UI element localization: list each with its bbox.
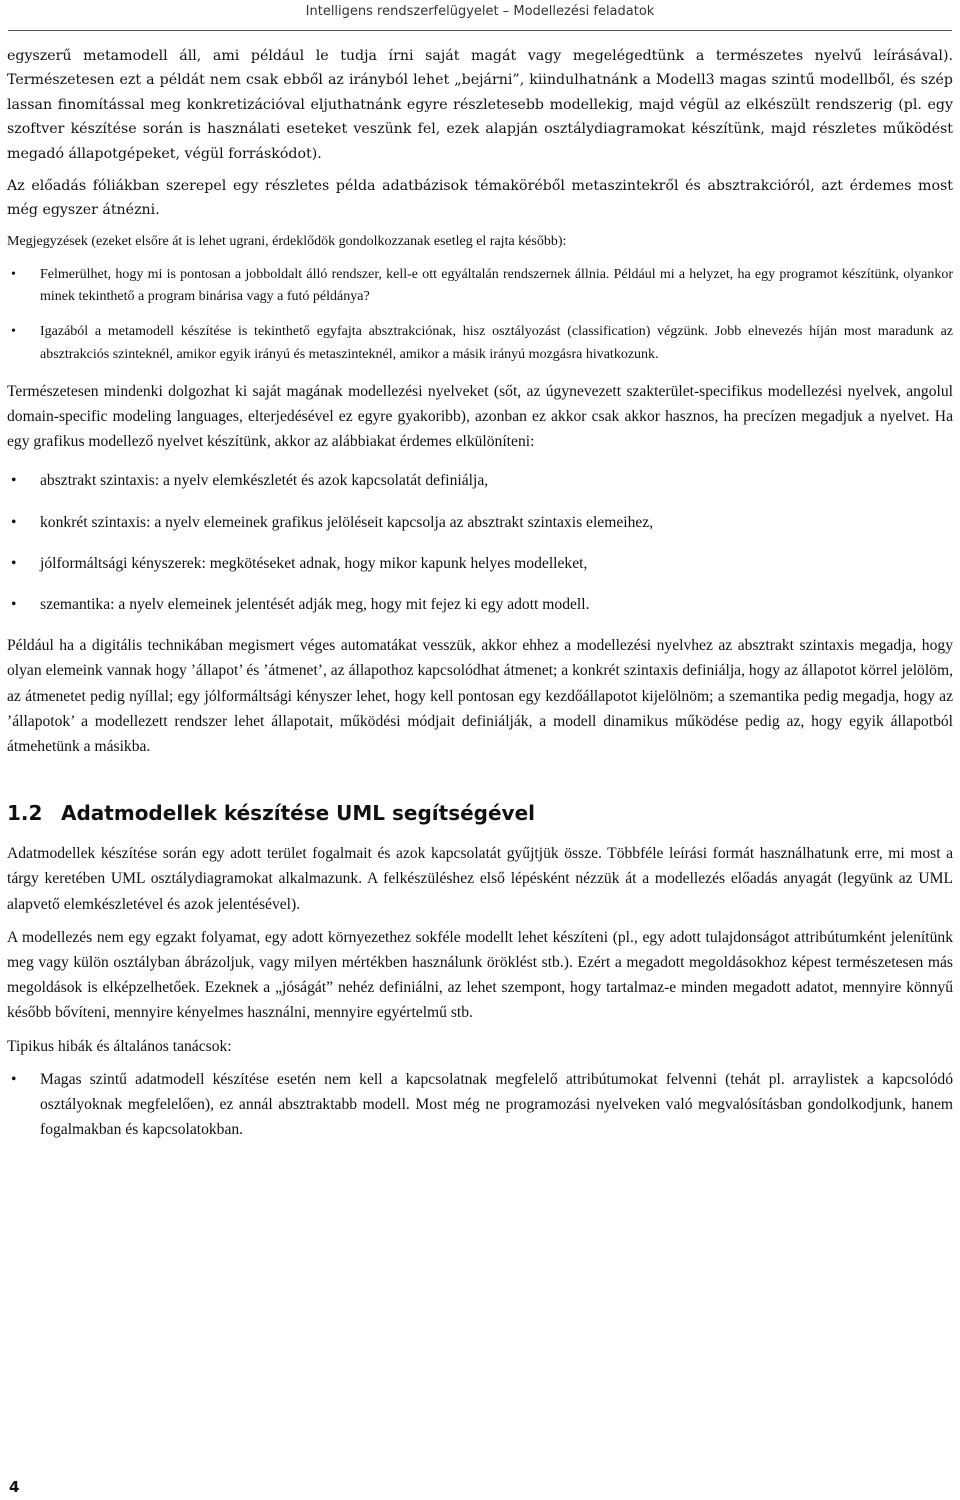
bullet-icon: •: [11, 266, 16, 282]
notes-intro: Megjegyzések (ezeket elsőre át is lehet ugrani, érdeklődök gondolkozzanak esetleg el rajta később):: [7, 233, 567, 249]
paragraph-data-models: Adatmodellek készítése során egy adott terület fogalmait és azok kapcsolatát gyűjtjük össze. Többféle leírási formát használhatunk erre, mi most a tárgy keretében UML osztálydiagramokat alkalmazunk. A felkészüléshez első lépésként nézzük át a modellezés előadás anyagát (legyünk az UML alapvető elemkészletével és azok jelentésével).: [7, 845, 953, 913]
bullet-icon: •: [11, 554, 17, 572]
header-divider: [8, 30, 952, 31]
running-header-title: Intelligens rendszerfelügyelet – Modellezési feladatok: [305, 4, 655, 19]
paragraph-metamodel-refinement: egyszerű metamodell áll, ami például le tudja írni saját magát vagy megelégedtünk a természetes nyelvű leírásával). Természetesen ezt a példát nem csak ebből az irányból lehet „bejárni”, kiindulhatnánk a Modell3 magas szintű modellből, és szép lassan finomítással meg konkretizációval eljuthatnánk egyre részletesebb modellekig, majd végül az elkészült rendszerig (pl. egy szoftver készítése során is használati eseteket veszünk fel, ezek alapján osztálydiagramokat készítünk, majd részletes működést megadó állapotgépeket, végül forráskódot).: [7, 48, 953, 162]
page-number: 4: [9, 1478, 20, 1496]
running-header: [0, 0, 960, 30]
paragraph-modeling-languages: Természetesen mindenki dolgozhat ki saját magának modellezési nyelveket (sőt, az úgynevezett szakterület-specifikus modellezési nyelvek, angolul domain-specific modeling languages, elterjedésével ez egyre gyakoribb), azonban ez akkor csak akkor hasznos, ha precízen megadjuk a nyelvet. Ha egy grafikus modellező nyelvet készítünk, akkor az alábbiakat érdemes elkülöníteni:: [7, 382, 953, 451]
tips-intro: Tipikus hibák és általános tanácsok:: [7, 1037, 232, 1055]
tips-list: [7, 1067, 953, 1143]
bullet-icon: •: [11, 324, 16, 340]
paragraph-finite-automata-example: Például ha a digitális technikában megismert véges automatákat vesszük, akkor ehhez a modellezési nyelvhez az absztrakt szintaxis megadja, hogy olyan elemeink vannak hogy ’állapot’ és ’átmenet’, az állapothoz kapcsolódhat átmenet; a konkrét szintaxis definiálja, hogy az állapotot körrel jelölöm, az átmenetet pedig nyíllal; egy jólformáltsági kényszer lehet, hogy kell pontosan egy kezdőállapotot kijelölnöm; a szemantika pedig megadja, hogy az ’állapotok’ a modellezett rendszer lehet állapotait, működési módjait definiálják, a modell dinamikus működése pedig az, hogy egyik állapotból átmehetünk a másikba.: [7, 637, 953, 756]
list-item: • absztrakt szintaxis: a nyelv elemkészletét és azok kapcsolatát definiálja,: [7, 468, 953, 493]
bullet-icon: •: [11, 472, 17, 490]
list-item: • szemantika: a nyelv elemeinek jelentését adják meg, hogy mit fejez ki egy adott modell.: [7, 592, 953, 617]
bullet-icon: •: [11, 1070, 17, 1088]
paragraph-lecture-slides: Az előadás fóliákban szerepel egy részletes példa adatbázisok témaköréből metaszintekről és absztrakcióról, azt érdemes most még egyszer átnézni.: [7, 178, 953, 219]
section-number: 1.2: [7, 801, 43, 826]
notes-list: [7, 264, 953, 367]
language-aspects-list: [7, 468, 953, 617]
section-title: Adatmodellek készítése UML segítségével: [61, 801, 535, 826]
list-item: • Felmerülhet, hogy mi is pontosan a jobboldalt álló rendszer, kell-e ott egyáltalán rendszernek állnia. Például mi a helyzet, ha egy programot készítünk, olyankor minek tekinthető a program binárisa vagy a futó példánya?: [7, 264, 953, 310]
list-item: • konkrét szintaxis: a nyelv elemeinek grafikus jelöléseit kapcsolja az absztrakt szintaxis elemeihez,: [7, 510, 953, 535]
bullet-icon: •: [11, 513, 17, 531]
page-body: [7, 44, 953, 1153]
list-item: • jólformáltsági kényszerek: megkötéseket adnak, hogy mikor kapunk helyes modelleket,: [7, 551, 953, 576]
list-item: • Igazából a metamodell készítése is tekinthető egyfajta absztrakciónak, hisz osztályozást (classification) végzünk. Jobb elnevezés híján most maradunk az absztrakciós szinteknél, amikor egyik irányú és metaszinteknél, amikor a másik irányú mozgásra hivatkozunk.: [7, 321, 953, 367]
paragraph-modeling-process: A modellezés nem egy egzakt folyamat, egy adott környezethez sokféle modellt lehet készíteni (pl., egy adott tulajdonságot attribútumként jelenítünk meg vagy külön osztályban ábrázoljuk, vagy milyen mértékben használunk öröklést stb.). Ezért a megadott megoldásokhoz képest természetesen más megoldások is elképzelhetőek. Ezeknek a „jóságát” nehéz definiálni, az lehet szempont, hogy tartalmaz-e minden megadott adatot, mennyire könnyű később bővíteni, mennyire kényelmes használni, mennyire egyértelmű stb.: [7, 928, 953, 1022]
section-heading: [7, 801, 953, 825]
bullet-icon: •: [11, 596, 17, 614]
list-item: • Magas szintű adatmodell készítése esetén nem kell a kapcsolatnak megfelelő attribútumokat felvenni (tehát pl. arraylistek a kapcsolódó osztályoknak megfelelően), ez annál absztraktabb modell. Most még ne programozási nyelveken való megvalósításban gondolkodjunk, hanem fogalmakban és kapcsolatokban.: [7, 1067, 953, 1143]
